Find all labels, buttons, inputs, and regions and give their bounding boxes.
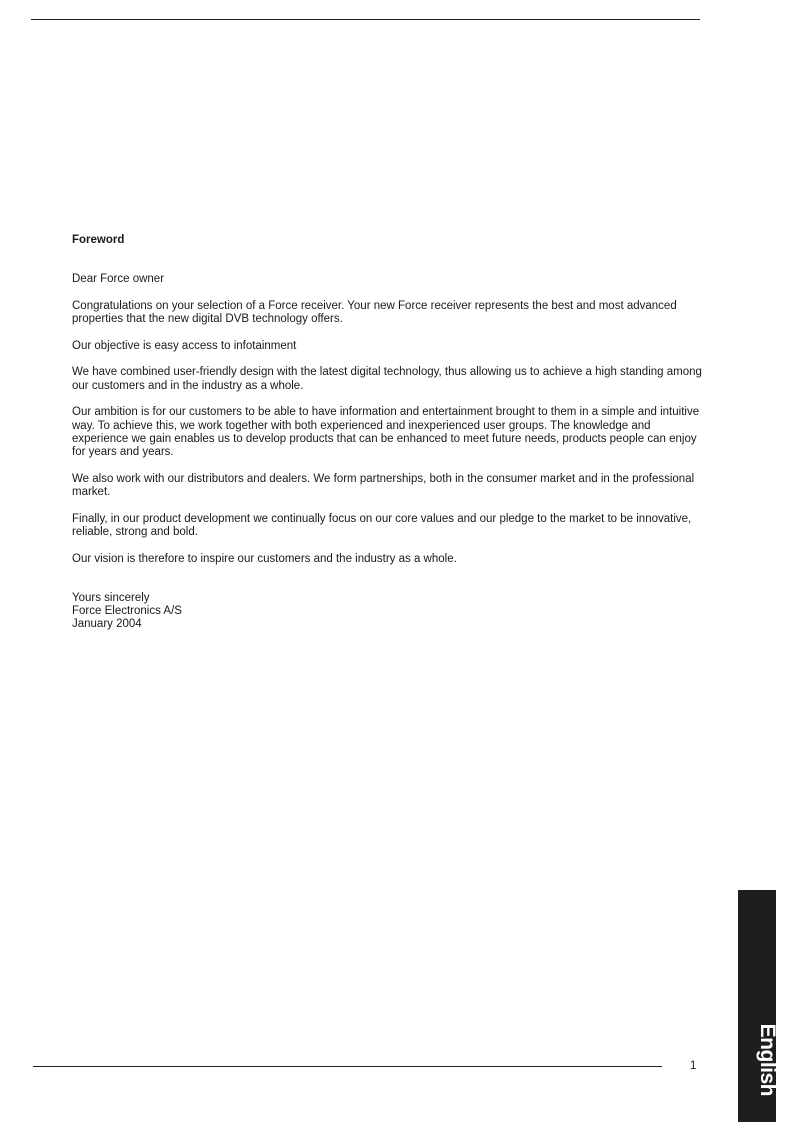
language-tab-label: English [756, 1023, 779, 1096]
bottom-rule [33, 1066, 662, 1067]
signature-block [72, 592, 702, 632]
paragraph: Our ambition is for our customers to be able to have information and entertainment brought to them in a simple and intuitive way. To achieve this, we work together with both experienced and inexperienced user groups. The knowledge and experience we gain enables us to develop products that can be enhanced to meet future needs, products people can enjoy for years and years. [72, 406, 700, 459]
page-title: Foreword [72, 234, 125, 246]
page-number: 1 [690, 1060, 697, 1072]
date: January 2004 [72, 618, 142, 631]
paragraph: We also work with our distributors and dealers. We form partnerships, both in the consumer market and in the professional market. [72, 472, 695, 499]
paragraph: We have combined user-friendly design with the latest digital technology, thus allowing us to achieve a high standing among our customers and in the industry as a whole. [72, 366, 702, 392]
paragraph: Our vision is therefore to inspire our customers and the industry as a whole. [72, 552, 457, 565]
foreword-body [72, 234, 702, 632]
salutation: Dear Force owner [72, 273, 165, 286]
top-rule [31, 19, 700, 20]
company-name: Force Electronics A/S [72, 605, 182, 618]
language-tab [738, 890, 779, 1122]
closing-line: Yours sincerely [72, 591, 150, 604]
paragraph: Our objective is easy access to infotainment [72, 339, 297, 352]
paragraph: Finally, in our product development we continually focus on our core values and our pledge to the market to be innovative, reliable, strong and bold. [72, 512, 692, 538]
paragraph: Congratulations on your selection of a Force receiver. Your new Force receiver represents the best and most advanced properties that the new digital DVB technology offers. [72, 299, 677, 326]
